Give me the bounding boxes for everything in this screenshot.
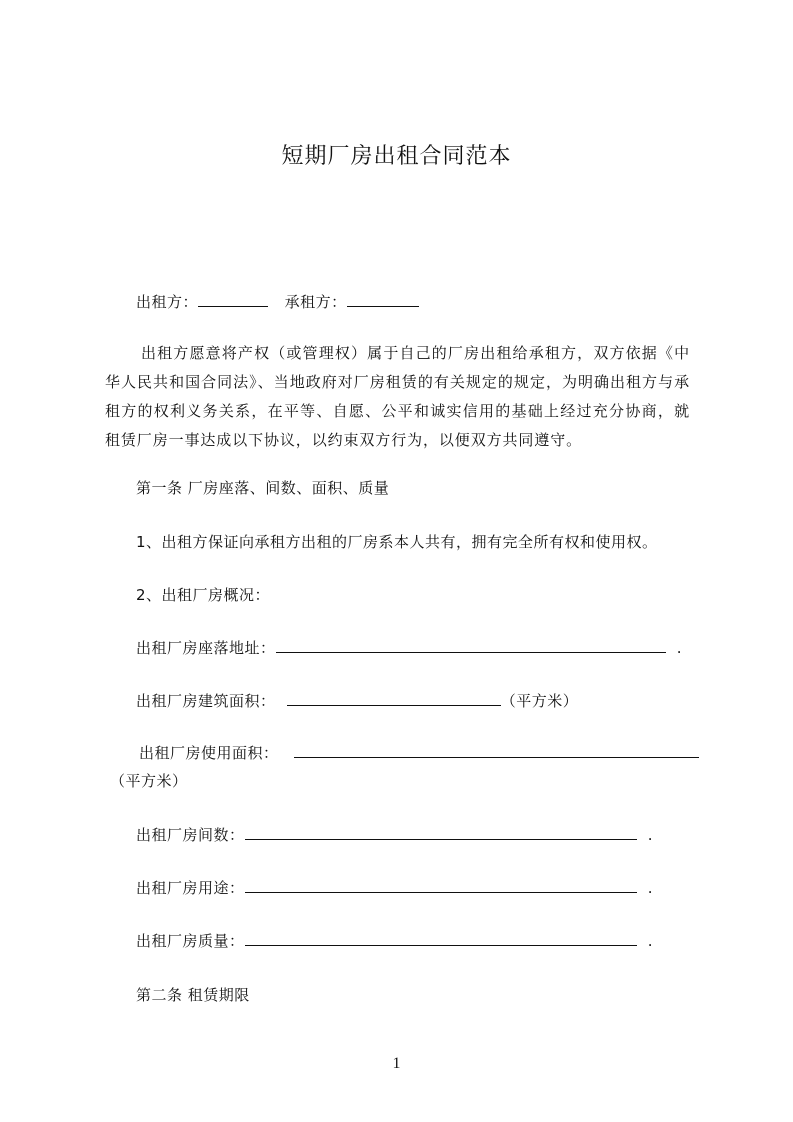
article1-heading: 第一条 厂房座落、间数、面积、质量 (136, 479, 390, 497)
address-label: 出租厂房座落地址： (136, 639, 276, 657)
quality-blank[interactable] (245, 932, 637, 946)
preamble-paragraph: 出租方愿意将产权（或管理权）属于自己的厂房出租给承租方，双方依据《中华人民共和国合同法》、当地政府对厂房租赁的有关规定的规定，为明确出租方与承租方的权利义务关系，在平等、自愿、公平和诚实信用的基础上经过充分协商，就租赁厂房一事达成以下协议，以约束双方行为，以便双方共同遵守。 (105, 344, 690, 449)
quality-field (136, 931, 653, 951)
building-area-field (136, 691, 578, 711)
clause1-text: 1、出租方保证向承租方出租的厂房系本人共有，拥有完全所有权和使用权。 (136, 533, 658, 551)
usage-end-mark: . (647, 879, 654, 897)
quality-label: 出租厂房质量： (136, 932, 245, 950)
usable-area-label: 出租厂房使用面积： (139, 744, 279, 762)
clause2-text: 2、出租厂房概况： (136, 586, 271, 604)
address-field (136, 638, 682, 658)
article2-heading: 第二条 租赁期限 (136, 986, 250, 1004)
building-area-label: 出租厂房建筑面积： (136, 692, 276, 710)
lessor-blank[interactable] (198, 293, 268, 307)
rooms-end-mark: . (647, 826, 654, 844)
usable-area-unit: （平方米） (110, 772, 188, 790)
page-title: 短期厂房出租合同范本 (281, 144, 512, 169)
building-area-blank[interactable] (287, 692, 501, 706)
rooms-label: 出租厂房间数： (136, 826, 245, 844)
usage-blank[interactable] (245, 879, 637, 893)
rooms-blank[interactable] (245, 826, 637, 840)
lessee-blank[interactable] (347, 293, 419, 307)
usage-field (136, 878, 653, 898)
lessor-label: 出租方： (136, 293, 199, 311)
rooms-field (136, 825, 653, 845)
quality-end-mark: . (647, 932, 654, 950)
usage-label: 出租厂房用途： (136, 879, 245, 897)
lessee-label: 承租方： (284, 293, 347, 311)
parties-line (136, 292, 419, 312)
usable-area-blank[interactable] (294, 744, 699, 758)
page-number: 1 (392, 1055, 401, 1072)
building-area-unit: （平方米） (500, 692, 579, 710)
address-end-mark: . (676, 639, 683, 657)
address-blank[interactable] (276, 639, 666, 653)
usable-area-field (139, 743, 699, 763)
